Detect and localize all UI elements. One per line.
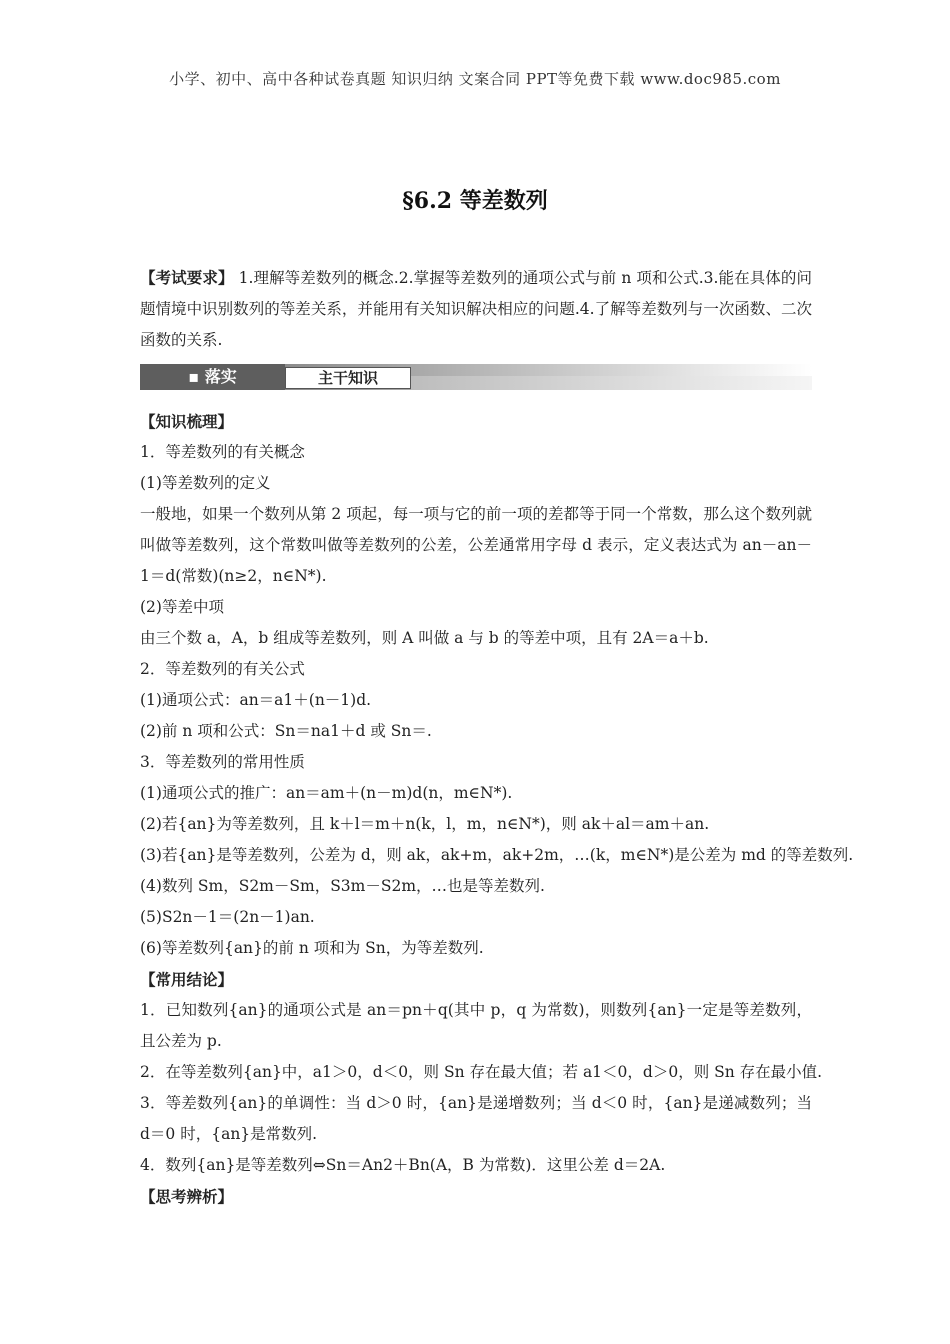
text-line: 3．等差数列的常用性质: [140, 753, 305, 771]
section-heading: 【常用结论】: [140, 970, 234, 989]
text-line: 3．等差数列{an}的单调性：当 d＞0 时，{an}是递增数列；当 d＜0 时，{an}是递减数列；当 d＝0 时，{an}是常数列.: [140, 1094, 812, 1143]
requirement-label: 【考试要求】: [140, 268, 234, 287]
text-line: 2．等差数列的有关公式: [140, 660, 305, 678]
text-line: (6)等差数列{an}的前 n 项和为 Sn，为等差数列.: [140, 939, 484, 957]
text-line: (3)若{an}是等差数列，公差为 d，则 ak，ak+m，ak+2m，…(k，m∈N*)是公差为 md 的等差数列.: [140, 846, 854, 864]
text-line: 由三个数 a，A，b 组成等差数列，则 A 叫做 a 与 b 的等差中项，且有 2A＝a＋b.: [140, 629, 709, 647]
text-line: 一般地，如果一个数列从第 2 项起，每一项与它的前一项的差都等于同一个常数，那么这个数列就叫做等差数列，这个常数叫做等差数列的公差，公差通常用字母 d 表示，定义表达式为 an－an－1＝d(常数)(n≥2，n∈N*).: [140, 505, 812, 585]
banner-right-label: 主干知识: [285, 367, 411, 389]
page-header: 小学、初中、高中各种试卷真题 知识归纳 文案合同 PPT等免费下载 www.doc985.com: [169, 70, 781, 88]
text-line: (4)数列 Sm，S2m－Sm，S3m－S2m，…也是等差数列.: [140, 877, 545, 895]
text-line: (1)等差数列的定义: [140, 474, 271, 492]
exam-requirement: [140, 262, 812, 356]
text-line: (5)S2n－1＝(2n－1)an.: [140, 908, 315, 926]
text-line: (1)通项公式：an＝a1＋(n－1)d.: [140, 691, 372, 709]
text-line: 4．数列{an}是等差数列⇔Sn＝An2＋Bn(A，B 为常数)．这里公差 d＝2A.: [140, 1156, 666, 1174]
section-heading: 【思考辨析】: [140, 1187, 234, 1206]
text-line: 2．在等差数列{an}中，a1＞0，d＜0，则 Sn 存在最大值；若 a1＜0，d＞0，则 Sn 存在最小值.: [140, 1063, 823, 1081]
section-banner: [140, 364, 812, 390]
text-line: (2)等差中项: [140, 598, 224, 616]
banner-left-label: ▪ 落实: [140, 364, 285, 390]
knowledge-lines: [140, 406, 854, 1212]
text-line: (1)通项公式的推广：an＝am＋(n－m)d(n，m∈N*).: [140, 784, 513, 802]
section-heading: 【知识梳理】: [140, 412, 234, 431]
text-line: (2)前 n 项和公式：Sn＝na1＋d 或 Sn＝.: [140, 722, 432, 740]
text-line: 1．已知数列{an}的通项公式是 an＝pn＋q(其中 p，q 为常数)，则数列{an}一定是等差数列，且公差为 p.: [140, 1001, 812, 1050]
text-line: 1．等差数列的有关概念: [140, 443, 305, 461]
page-title: §6.2 等差数列: [402, 188, 548, 214]
requirement-text: 1.理解等差数列的概念.2.掌握等差数列的通项公式与前 n 项和公式.3.能在具体的问题情境中识别数列的等差关系，并能用有关知识解决相应的问题.4.了解等差数列与一次函数、二次函数的关系.: [140, 269, 812, 349]
text-line: (2)若{an}为等差数列，且 k＋l＝m＋n(k，l，m，n∈N*)，则 ak＋al＝am＋an.: [140, 815, 710, 833]
content: [140, 262, 854, 1212]
